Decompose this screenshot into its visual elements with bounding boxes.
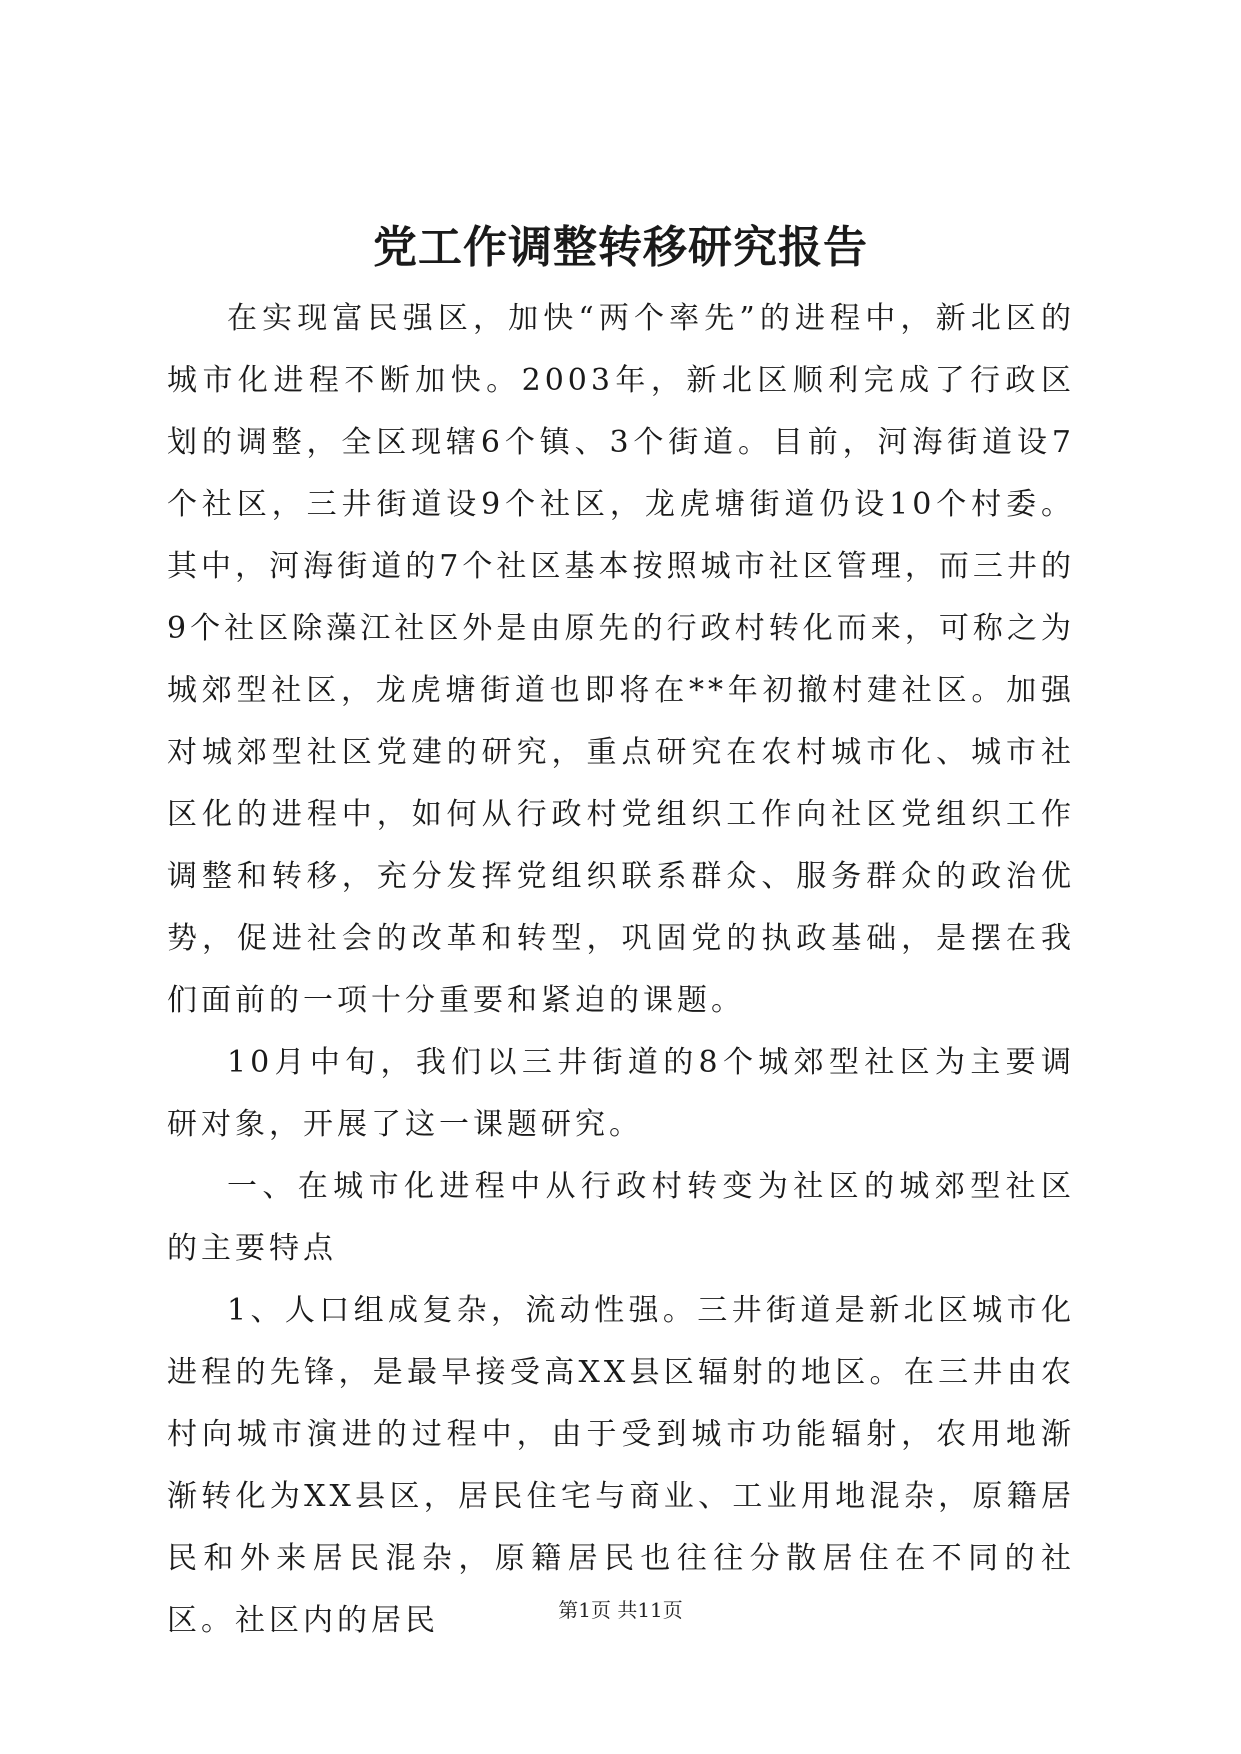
- page-footer: 第1页 共11页: [558, 1598, 683, 1622]
- paragraph-intro: 在实现富民强区，加快“两个率先”的进程中，新北区的城市化进程不断加快。2003年，新北区顺利完成了行政区划的调整，全区现辖6个镇、3个街道。目前，河海街道设7个社区，三井街道设9个社区，龙虎塘街道仍设10个村委。其中，河海街道的7个社区基本按照城市社区管理，而三井的9个社区除藻江社区外是由原先的行政村转化而来，可称之为城郊型社区，龙虎塘街道也即将在**年初撤村建社区。加强对城郊型社区党建的研究，重点研究在农村城市化、城市社区化的进程中，如何从行政村党组织工作向社区党组织工作调整和转移，充分发挥党组织联系群众、服务群众的政治优势，促进社会的改革和转型，巩固党的执政基础，是摆在我们面前的一项十分重要和紧迫的课题。: [167, 301, 1075, 1018]
- section-heading-1: 一、在城市化进程中从行政村转变为社区的城郊型社区的主要特点: [167, 1169, 1075, 1266]
- document-title: 党工作调整转移研究报告: [373, 222, 868, 273]
- paragraph-research-scope: 10月中旬，我们以三井街道的8个城郊型社区为主要调研对象，开展了这一课题研究。: [167, 1045, 1075, 1142]
- document-body: [167, 288, 1075, 1652]
- paragraph-point-1: 1、人口组成复杂，流动性强。三井街道是新北区城市化进程的先锋，是最早接受高XX县区辐射的地区。在三井由农村向城市演进的过程中，由于受到城市功能辐射，农用地渐渐转化为XX县区，居民住宅与商业、工业用地混杂，原籍居民和外来居民混杂，原籍居民也往往分散居住在不同的社区。社区内的居民: [167, 1293, 1075, 1638]
